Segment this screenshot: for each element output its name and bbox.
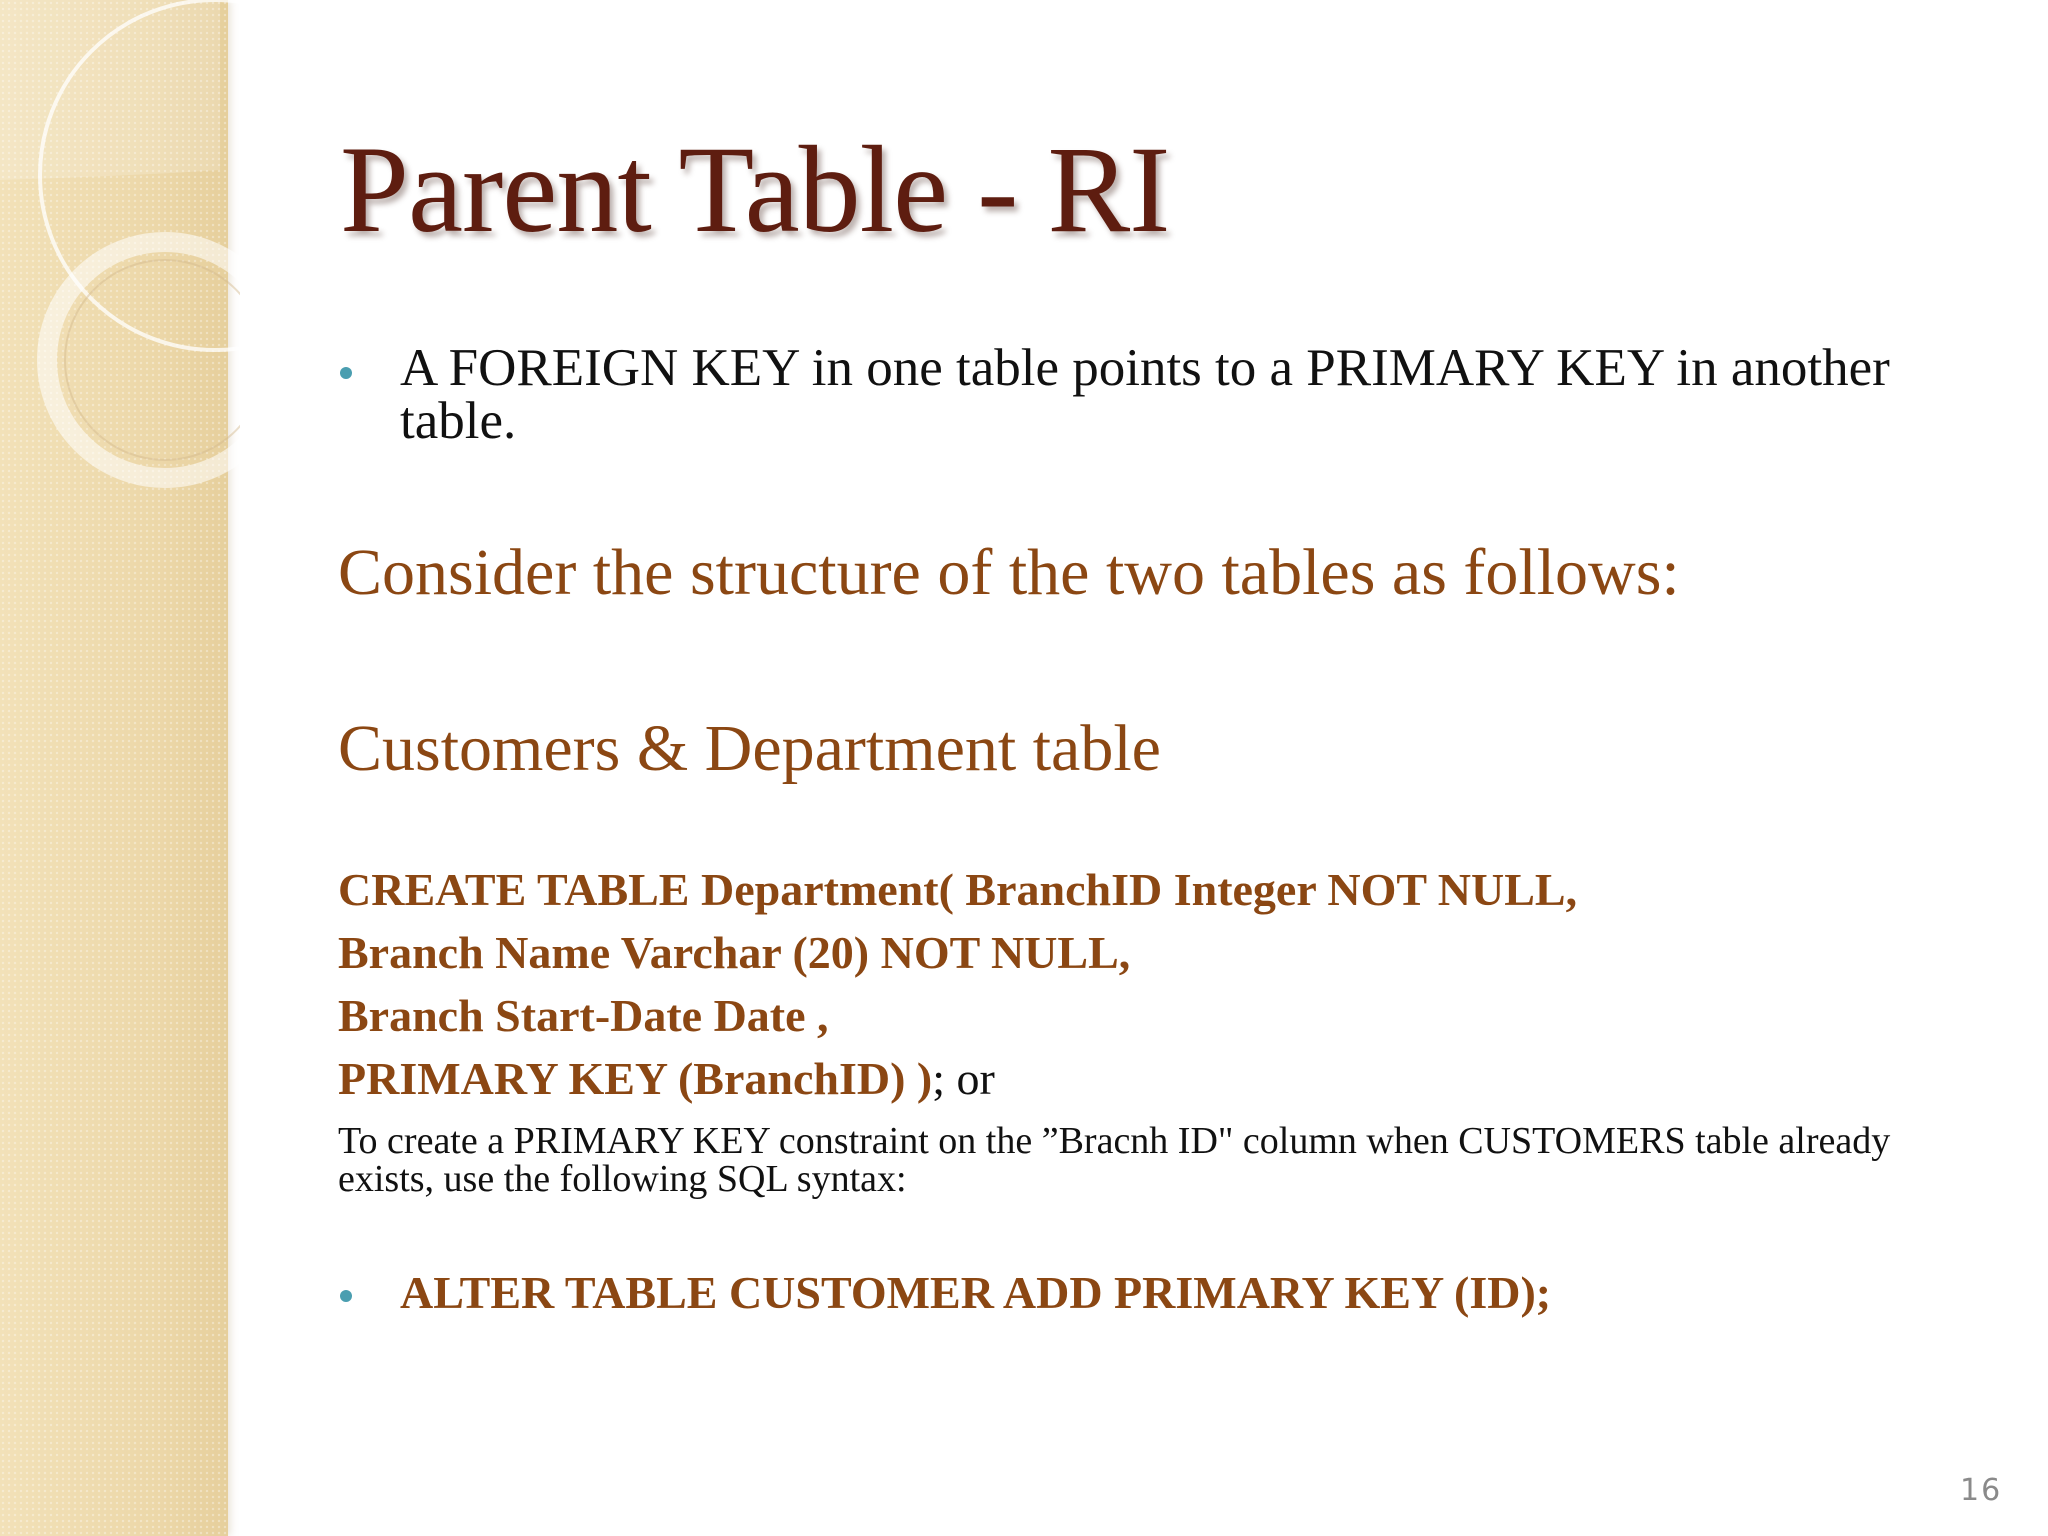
tables-subheading: Customers & Department table (338, 712, 1161, 785)
bullet-icon (340, 1290, 352, 1302)
decorative-sidebar (0, 0, 228, 1536)
slide-title: Parent Table - RI (340, 121, 1170, 258)
decorative-rings-icon (0, 0, 240, 520)
code-primary-key-text: PRIMARY KEY (BranchID) ) (338, 1053, 933, 1104)
bullet-icon (340, 367, 352, 379)
code-line-branch-start-date: Branch Start-Date Date , (338, 990, 829, 1041)
code-suffix-or: ; or (932, 1053, 995, 1104)
code-line-create-table: CREATE TABLE Department( BranchID Integer NOT NULL, (338, 864, 1578, 915)
primary-key-constraint-note: To create a PRIMARY KEY constraint on the ”Bracnh ID" column when CUSTOMERS table already exists, use the following SQL syntax: (338, 1120, 1891, 1200)
page-number: 16 (1960, 1473, 2003, 1508)
foreign-key-bullet-text: A FOREIGN KEY in one table points to a PRIMARY KEY in another table. (400, 339, 1890, 450)
code-line-branch-name: Branch Name Varchar (20) NOT NULL, (338, 927, 1131, 978)
consider-heading: Consider the structure of the two tables as follows: (338, 536, 1680, 609)
code-line-primary-key (338, 1053, 995, 1104)
alter-table-statement: ALTER TABLE CUSTOMER ADD PRIMARY KEY (ID); (400, 1267, 1552, 1318)
